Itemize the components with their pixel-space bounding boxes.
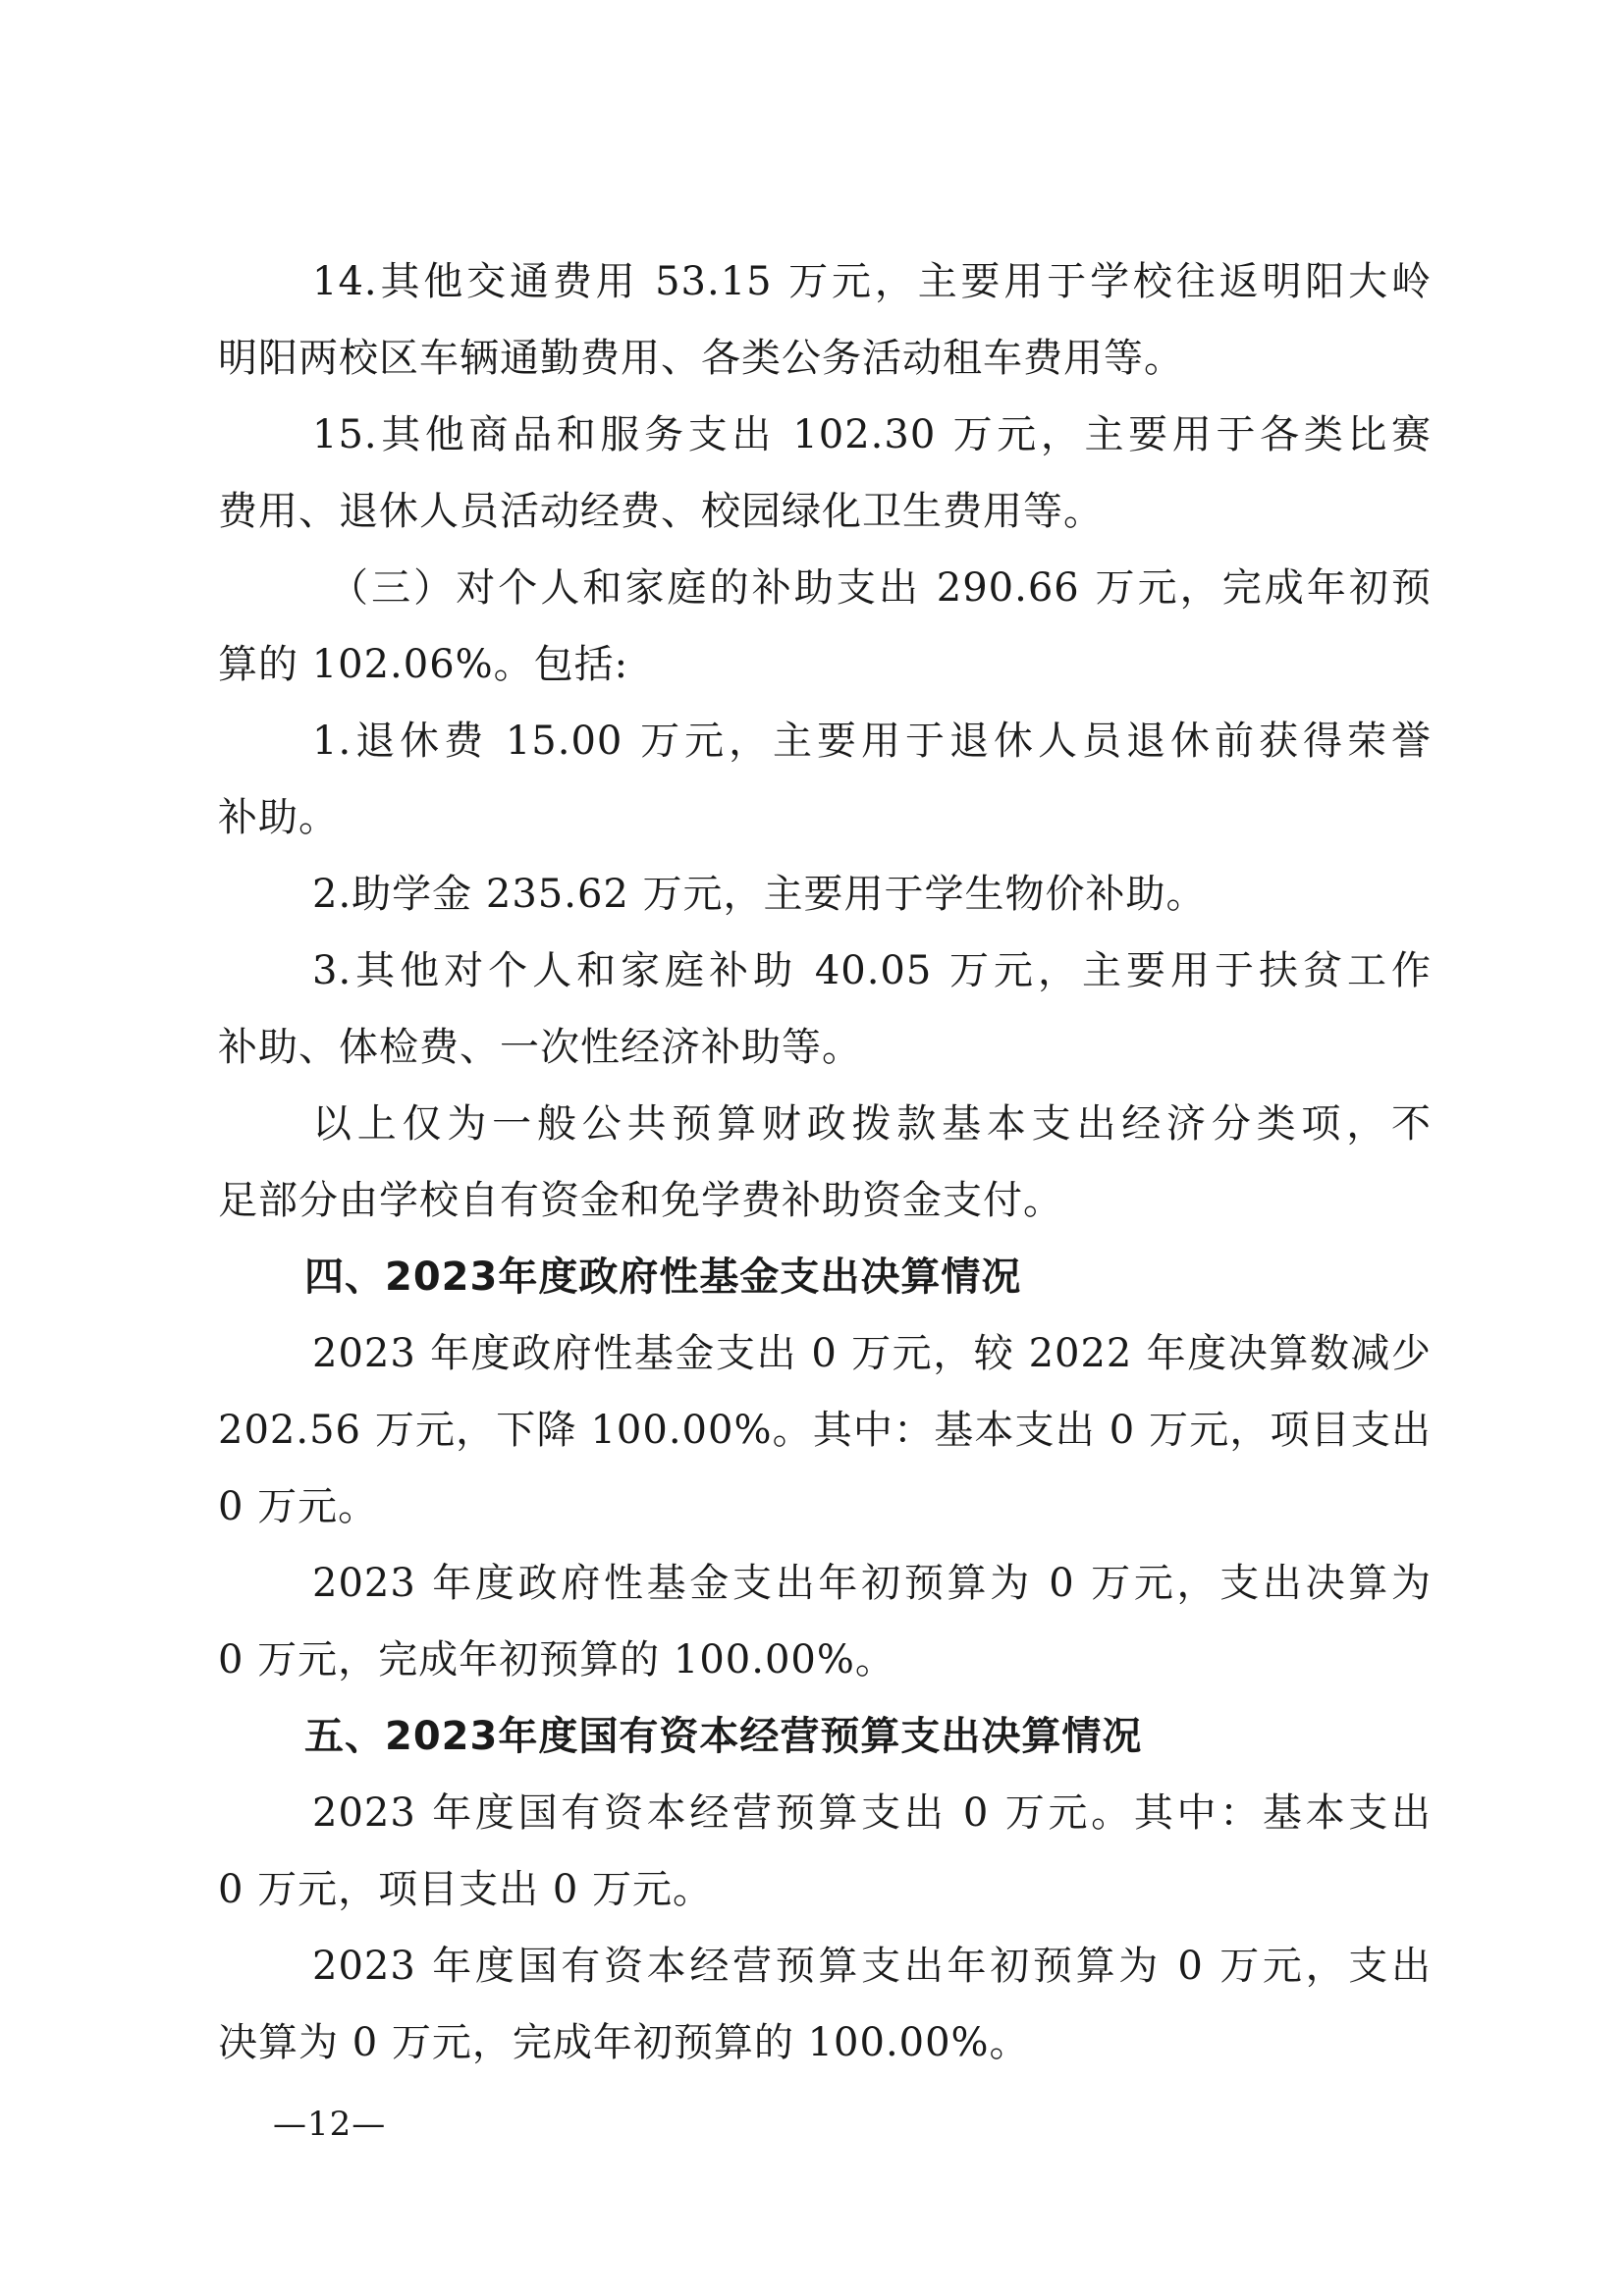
paragraph-line: 3.其他对个人和家庭补助 40.05 万元，主要用于扶贫工作 <box>312 948 1432 993</box>
paragraph-line: 2023 年度国有资本经营预算支出年初预算为 0 万元，支出 <box>312 1944 1432 1989</box>
paragraph-line: 14.其他交通费用 53.15 万元，主要用于学校往返明阳大岭 <box>312 259 1432 304</box>
paragraph-line: 明阳两校区车辆通勤费用、各类公务活动租车费用等。 <box>218 336 1184 381</box>
paragraph-line: 补助、体检费、一次性经济补助等。 <box>218 1025 862 1070</box>
paragraph-line: （三）对个人和家庭的补助支出 290.66 万元，完成年初预 <box>329 565 1432 611</box>
paragraph-line: 决算为 0 万元，完成年初预算的 100.00%。 <box>218 2020 1030 2065</box>
paragraph-line: 足部分由学校自有资金和免学费补助资金支付。 <box>218 1178 1063 1223</box>
section-heading: 五、2023年度国有资本经营预算支出决算情况 <box>304 1714 1143 1759</box>
paragraph-line: 1.退休费 15.00 万元，主要用于退休人员退休前获得荣誉 <box>312 719 1432 764</box>
paragraph-line: 2023 年度国有资本经营预算支出 0 万元。其中：基本支出 <box>312 1790 1432 1836</box>
paragraph-line: 15.其他商品和服务支出 102.30 万元，主要用于各类比赛 <box>312 412 1432 457</box>
page-number: —12— <box>273 2105 387 2144</box>
paragraph-line: 0 万元，项目支出 0 万元。 <box>218 1867 714 1912</box>
paragraph-line: 费用、退休人员活动经费、校园绿化卫生费用等。 <box>218 489 1104 534</box>
section-heading: 四、2023年度政府性基金支出决算情况 <box>304 1255 1022 1300</box>
paragraph-line: 算的 102.06%。包括: <box>218 642 629 687</box>
paragraph-line: 以上仅为一般公共预算财政拨款基本支出经济分类项，不 <box>312 1101 1432 1147</box>
paragraph-line: 0 万元，完成年初预算的 100.00%。 <box>218 1637 895 1682</box>
paragraph-line: 2.助学金 235.62 万元，主要用于学生物价补助。 <box>312 872 1207 917</box>
paragraph-line: 2023 年度政府性基金支出年初预算为 0 万元，支出决算为 <box>312 1561 1432 1606</box>
paragraph-line: 2023 年度政府性基金支出 0 万元，较 2022 年度决算数减少 <box>312 1331 1432 1376</box>
paragraph-line: 202.56 万元，下降 100.00%。其中：基本支出 0 万元，项目支出 <box>218 1408 1432 1453</box>
paragraph-line: 补助。 <box>218 795 339 840</box>
paragraph-line: 0 万元。 <box>218 1484 379 1529</box>
